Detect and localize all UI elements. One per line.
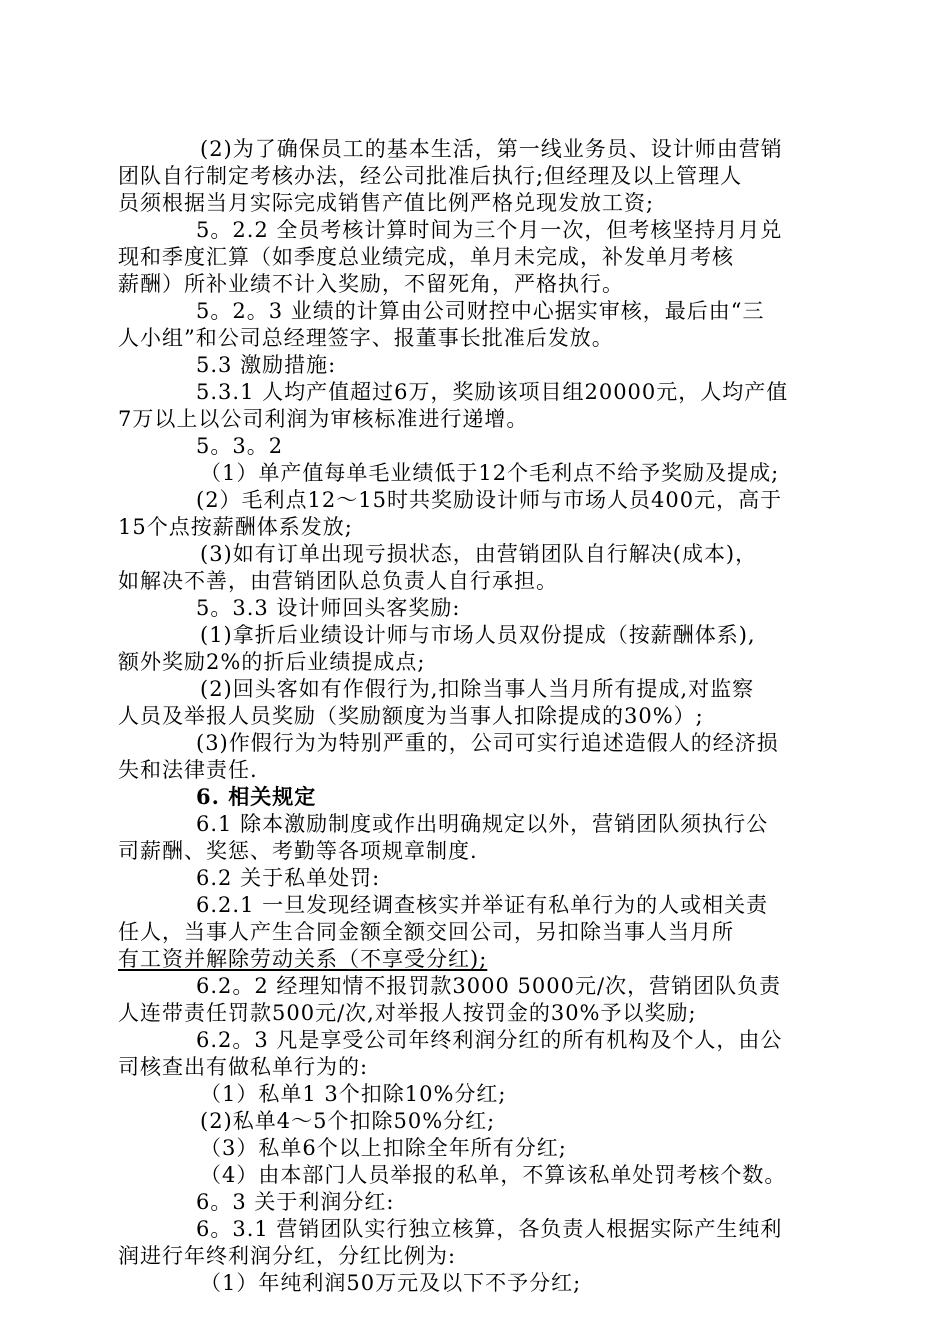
list-item: （1）私单1 3个扣除10%分红;	[200, 1082, 507, 1106]
paragraph-line: 薪酬）所补业绩不计入奖励，不留死角，严格执行。	[118, 272, 624, 296]
list-item: (2)私单4～5个扣除50%分红;	[200, 1109, 496, 1133]
section-heading: 5.3 激励措施:	[196, 353, 337, 377]
paragraph-line: 任人，当事人产生合同金额全额交回公司，另扣除当事人当月所	[118, 920, 734, 944]
paragraph-line: 有工资并解除劳动关系（不享受分红);	[118, 947, 488, 971]
section-heading: 5。3。2	[196, 434, 284, 458]
list-item: (2）毛利点12～15时共奖励设计师与市场人员400元，高于	[196, 488, 783, 512]
list-item: （1）年纯利润50万元及以下不予分红;	[200, 1271, 582, 1295]
list-item: （1）单产值每单毛业绩低于12个毛利点不给予奖励及提成;	[200, 461, 780, 485]
paragraph-line: 5.3.1 人均产值超过6万，奖励该项目组20000元，人均产值	[196, 380, 789, 404]
paragraph-line: 6.2。3 凡是享受公司年终利润分红的所有机构及个人，由公	[196, 1028, 783, 1052]
list-item: (2)回头客如有作假行为,扣除当事人当月所有提成,对监察	[200, 677, 755, 701]
paragraph-line: 额外奖励2%的折后业绩提成点;	[118, 650, 426, 674]
list-item: (3)作假行为为特别严重的，公司可实行追述造假人的经济损	[196, 731, 779, 755]
paragraph-line: 如解决不善，由营销团队总负责人自行承担。	[118, 569, 558, 593]
paragraph-line: 司薪酬、奖惩、考勤等各项规章制度.	[118, 839, 478, 863]
paragraph-line: 6.2.1 一旦发现经调查核实并举证有私单行为的人或相关责	[196, 893, 769, 917]
paragraph-line: 现和季度汇算（如季度总业绩完成，单月未完成，补发单月考核	[118, 245, 734, 269]
paragraph-line: 5。2.2 全员考核计算时间为三个月一次，但考核坚持月月兑	[196, 218, 783, 242]
paragraph-line: 润进行年终利润分红，分红比例为:	[118, 1244, 457, 1268]
section-heading: 5。3.3 设计师回头客奖励:	[196, 596, 461, 620]
paragraph-line: 6.2。2 经理知情不报罚款3000 5000元/次，营销团队负责	[196, 974, 782, 998]
paragraph-line: 7万以上以公司利润为审核标准进行递增。	[118, 407, 529, 431]
paragraph-line: 司核查出有做私单行为的:	[118, 1055, 369, 1079]
paragraph-line: 人小组”和公司总经理签字、报董事长批准后发放。	[118, 326, 614, 350]
chapter-heading: 6. 相关规定	[196, 784, 317, 809]
paragraph-line: 团队自行制定考核办法，经公司批准后执行;但经理及以上管理人	[118, 164, 743, 188]
list-item: （3）私单6个以上扣除全年所有分红;	[200, 1136, 567, 1160]
paragraph-line: 员须根据当月实际完成销售产值比例严格兑现发放工资;	[118, 191, 655, 215]
paragraph-line: (2)为了确保员工的基本生活，第一线业务员、设计师由营销	[200, 137, 783, 161]
list-item: (1)拿折后业绩设计师与市场人员双份提成（按薪酬体系),	[200, 623, 756, 647]
list-item: （4）由本部门人员举报的私单，不算该私单处罚考核个数。	[200, 1163, 787, 1187]
paragraph-line: 5。2。3 业绩的计算由公司财控中心据实审核，最后由“三	[196, 299, 765, 323]
paragraph-line: 6。3.1 营销团队实行独立核算，各负责人根据实际产生纯利	[196, 1217, 783, 1241]
paragraph-line: 人连带责任罚款500元/次,对举报人按罚金的30%予以奖励;	[118, 1001, 697, 1025]
paragraph-line: 失和法律责任.	[118, 758, 258, 782]
list-item: (3)如有订单出现亏损状态，由营销团队自行解决(成本)，	[200, 542, 758, 566]
paragraph-line: 6.1 除本激励制度或作出明确规定以外，营销团队须执行公	[196, 812, 769, 836]
section-heading: 6。3 关于利润分红:	[196, 1190, 395, 1214]
paragraph-line: 15个点按薪酬体系发放;	[118, 515, 353, 539]
paragraph-line: 人员及举报人员奖励（奖励额度为当事人扣除提成的30%）;	[118, 704, 704, 728]
section-heading: 6.2 关于私单处罚:	[196, 866, 381, 890]
